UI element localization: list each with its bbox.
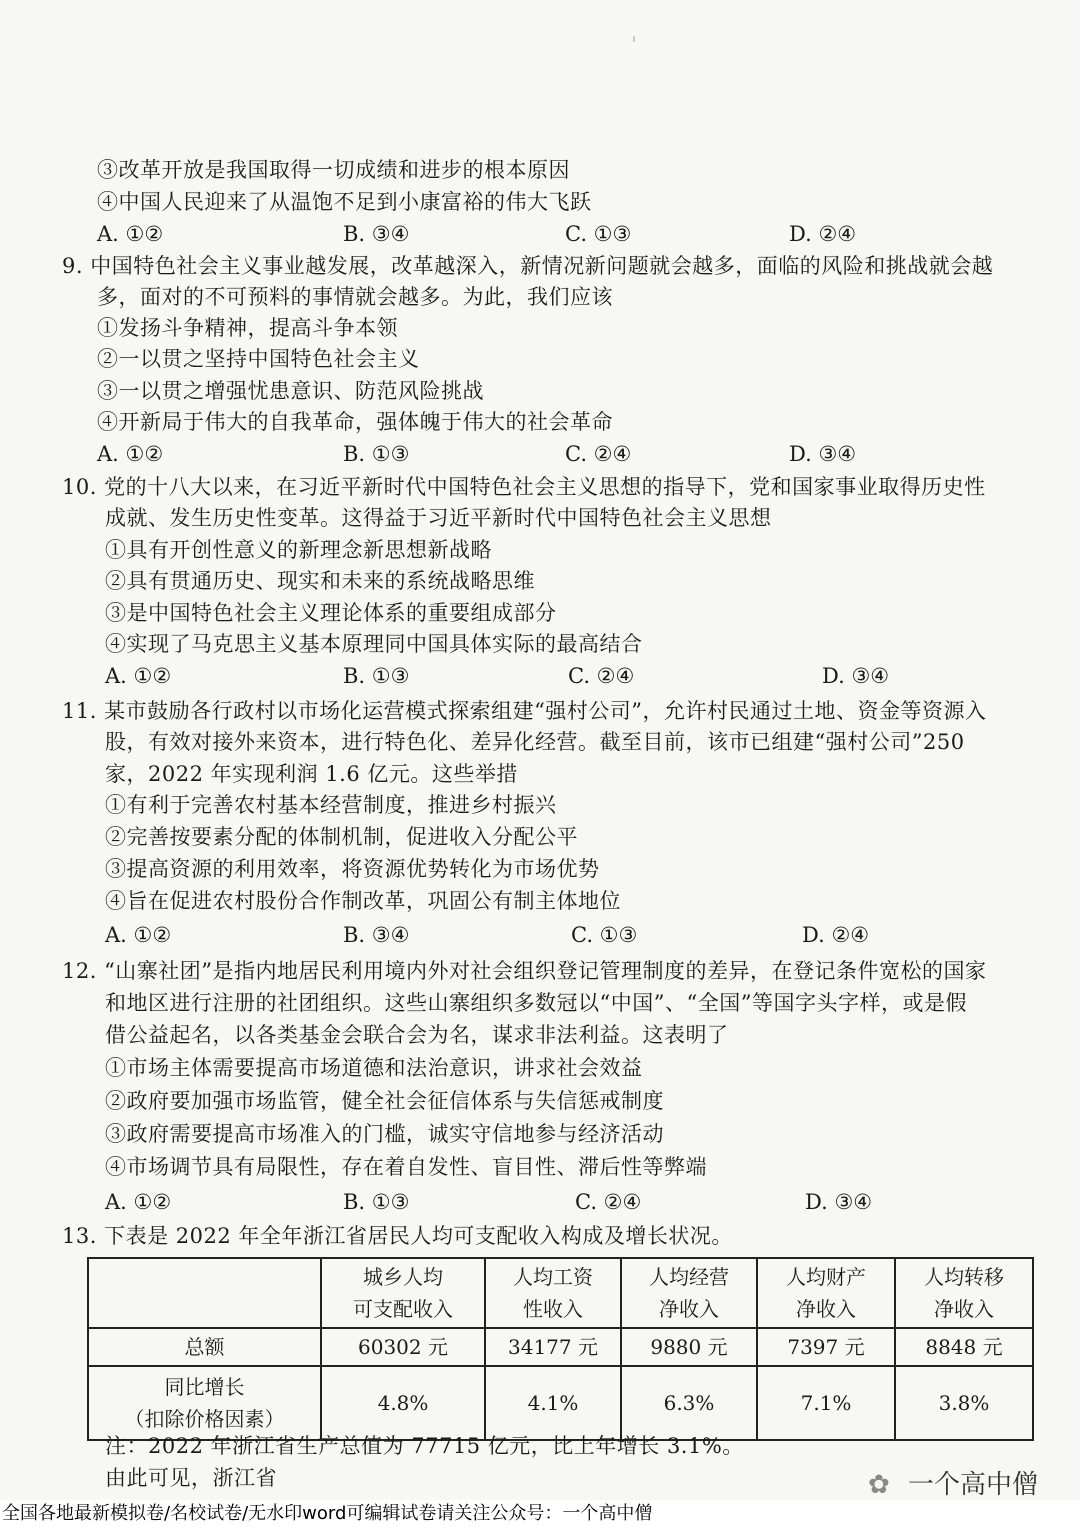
q11-option-b: B. ③④	[343, 923, 410, 947]
table-cell: 4.1%	[485, 1366, 621, 1440]
q13-tail: 由此可见，浙江省	[105, 1466, 277, 1490]
q12-item-1: ①市场主体需要提高市场道德和法治意识，讲求社会效益	[105, 1056, 643, 1080]
q8-item-4: ④中国人民迎来了从温饱不足到小康富裕的伟大飞跃	[97, 190, 592, 214]
scan-mark	[633, 36, 635, 42]
q11-option-d: D. ②④	[802, 923, 870, 947]
q11-stem-3: 家，2022 年实现利润 1.6 亿元。这些举措	[105, 762, 518, 786]
q11-item-4: ④旨在促进农村股份合作制改革，巩固公有制主体地位	[105, 889, 621, 913]
q11-item-2: ②完善按要素分配的体制机制，促进收入分配公平	[105, 825, 578, 849]
header-cell: 人均财产 净收入	[757, 1258, 895, 1328]
q8-option-b: B. ③④	[343, 222, 410, 246]
q10-option-d: D. ③④	[822, 664, 890, 688]
header-cell: 人均转移 净收入	[895, 1258, 1033, 1328]
q9-option-d: D. ③④	[789, 442, 857, 466]
q9-stem-1: 9. 中国特色社会主义事业越发展，改革越深入，新情况新问题就会越多，面临的风险和挑战就会越	[62, 254, 994, 278]
q9-item-3: ③一以贯之增强忧患意识、防范风险挑战	[97, 379, 484, 403]
q10-stem-1: 10. 党的十八大以来，在习近平新时代中国特色社会主义思想的指导下，党和国家事业取得历史性	[62, 475, 986, 499]
table-cell: 3.8%	[895, 1366, 1033, 1440]
q10-options	[105, 662, 1005, 690]
q8-option-a: A. ①②	[97, 222, 164, 246]
table-cell: 8848 元	[895, 1328, 1033, 1366]
q10-item-2: ②具有贯通历史、现实和未来的系统战略思维	[105, 569, 535, 593]
q12-stem-1: 12. “山寨社团”是指内地居民利用境内外对社会组织登记管理制度的差异，在登记条件宽松的国家	[62, 959, 987, 983]
header-cell: 人均经营 净收入	[621, 1258, 757, 1328]
table-cell: 7397 元	[757, 1328, 895, 1366]
q12-item-2: ②政府要加强市场监管，健全社会征信体系与失信惩戒制度	[105, 1089, 664, 1113]
q10-option-a: A. ①②	[105, 664, 172, 688]
watermark-logo	[868, 1467, 1058, 1503]
q12-option-d: D. ③④	[805, 1190, 873, 1214]
q9-stem-2: 多，面对的不可预料的事情就会越多。为此，我们应该	[97, 285, 613, 309]
q12-stem-3: 借公益起名，以各类基金会联合会为名，谋求非法利益。这表明了	[105, 1023, 729, 1047]
header-cell: 人均工资 性收入	[485, 1258, 621, 1328]
table-cell: 6.3%	[621, 1366, 757, 1440]
q11-stem-2: 股，有效对接外来资本，进行特色化、差异化经营。截至目前，该市已组建“强村公司”250	[105, 730, 965, 754]
header-corner	[88, 1258, 321, 1328]
watermark-text: 一个高中僧	[908, 1470, 1039, 1500]
table-cell: 34177 元	[485, 1328, 621, 1366]
q12-stem-2: 和地区进行注册的社团组织。这些山寨组织多数冠以“中国”、“全国”等国字头字样，或是假	[105, 991, 967, 1015]
wechat-icon: ✿	[868, 1470, 890, 1500]
q11-option-a: A. ①②	[105, 923, 172, 947]
row-label: 总额	[88, 1328, 321, 1366]
q10-option-b: B. ①③	[343, 664, 410, 688]
q12-option-c: C. ②④	[575, 1190, 642, 1214]
q12-options	[105, 1188, 1005, 1216]
q9-option-b: B. ①③	[343, 442, 410, 466]
footer-banner: 全国各地最新模拟卷/名校试卷/无水印word可编辑试卷请关注公众号：一个高中僧	[0, 1500, 1080, 1527]
table-cell: 4.8%	[321, 1366, 485, 1440]
q9-item-4: ④开新局于伟大的自我革命，强体魄于伟大的社会革命	[97, 410, 613, 434]
q12-option-a: A. ①②	[105, 1190, 172, 1214]
table-cell: 7.1%	[757, 1366, 895, 1440]
q11-item-3: ③提高资源的利用效率，将资源优势转化为市场优势	[105, 857, 600, 881]
q11-item-1: ①有利于完善农村基本经营制度，推进乡村振兴	[105, 793, 557, 817]
q11-options	[105, 921, 1005, 949]
q9-option-c: C. ②④	[565, 442, 632, 466]
q9-item-1: ①发扬斗争精神，提高斗争本领	[97, 316, 398, 340]
q8-item-3: ③改革开放是我国取得一切成绩和进步的根本原因	[97, 158, 570, 182]
table-cell: 60302 元	[321, 1328, 485, 1366]
q10-stem-2: 成就、发生历史性变革。这得益于习近平新时代中国特色社会主义思想	[105, 506, 772, 530]
table-cell: 9880 元	[621, 1328, 757, 1366]
q8-option-c: C. ①③	[565, 222, 632, 246]
q9-option-a: A. ①②	[97, 442, 164, 466]
q10-option-c: C. ②④	[568, 664, 635, 688]
q12-item-3: ③政府需要提高市场准入的门槛，诚实守信地参与经济活动	[105, 1122, 664, 1146]
row-label: 同比增长 （扣除价格因素）	[88, 1366, 321, 1440]
q11-stem-1: 11. 某市鼓励各行政村以市场化运营模式探索组建“强村公司”，允许村民通过土地、资金等资源入	[62, 699, 987, 723]
table-header-row	[88, 1258, 1033, 1328]
q9-item-2: ②一以贯之坚持中国特色社会主义	[97, 347, 420, 371]
q8-option-d: D. ②④	[789, 222, 857, 246]
header-cell: 城乡人均 可支配收入	[321, 1258, 485, 1328]
q13-stem: 13. 下表是 2022 年全年浙江省居民人均可支配收入构成及增长状况。	[62, 1224, 733, 1248]
q11-option-c: C. ①③	[571, 923, 638, 947]
q10-item-3: ③是中国特色社会主义理论体系的重要组成部分	[105, 601, 557, 625]
q10-item-4: ④实现了马克思主义基本原理同中国具体实际的最高结合	[105, 632, 643, 656]
q13-note: 注：2022 年浙江省生产总值为 77715 亿元，比上年增长 3.1%。	[105, 1434, 744, 1458]
q12-option-b: B. ①③	[343, 1190, 410, 1214]
income-table	[87, 1257, 1034, 1441]
table-row	[88, 1328, 1033, 1366]
q12-item-4: ④市场调节具有局限性，存在着自发性、盲目性、滞后性等弊端	[105, 1155, 707, 1179]
q10-item-1: ①具有开创性意义的新理念新思想新战略	[105, 538, 492, 562]
q8-options	[97, 220, 997, 248]
table-row	[88, 1366, 1033, 1440]
q9-options	[97, 440, 997, 468]
